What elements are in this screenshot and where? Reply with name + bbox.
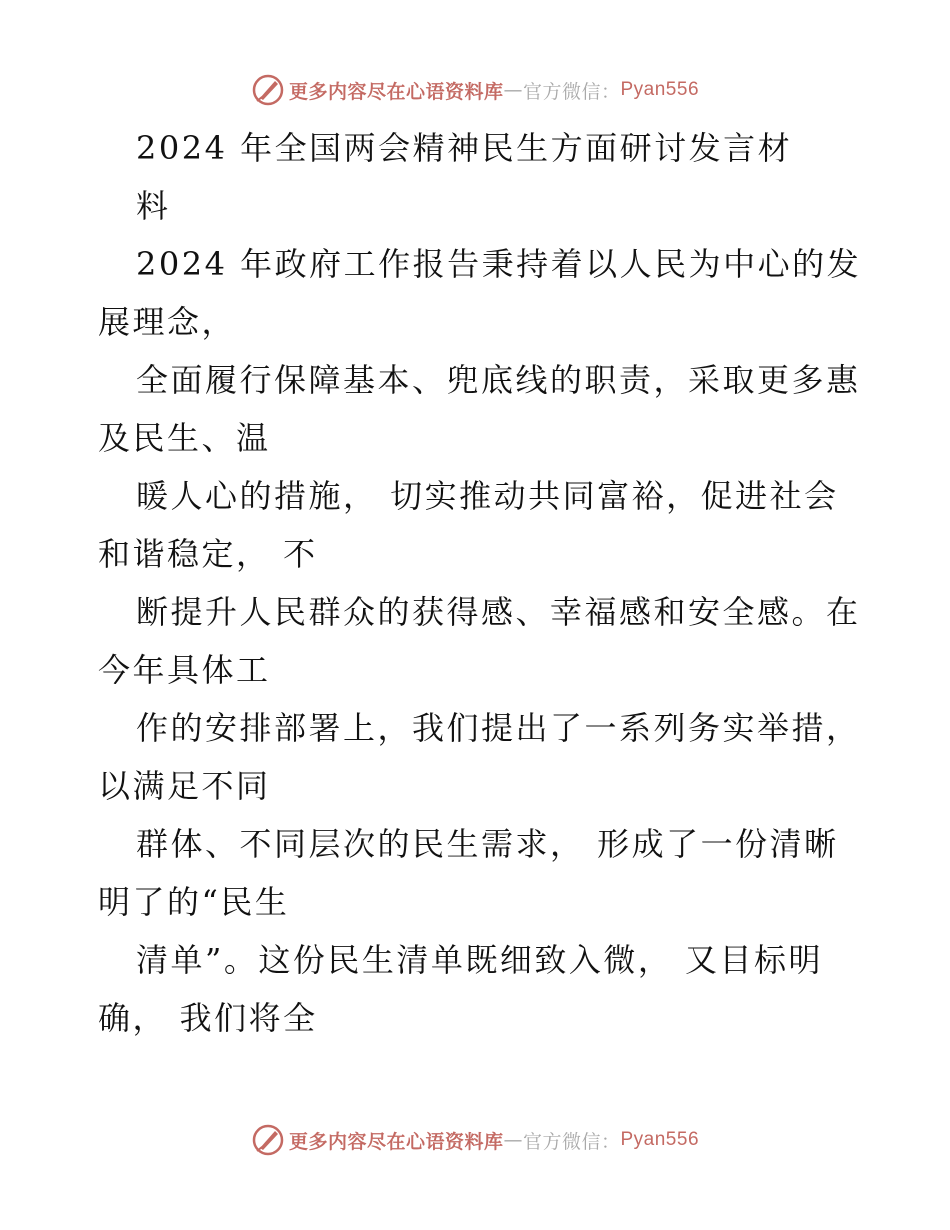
watermark-text: 更多内容尽在心语资料库 (288, 80, 504, 103)
watermark-wechat-label: 官方微信： (522, 1130, 621, 1153)
doc-line: 群体、不同层次的民生需求， 形成了一份清晰 (136, 825, 839, 863)
watermark-wechat-label: 官方微信： (522, 80, 621, 103)
doc-line: 确， 我们将全 (98, 999, 318, 1037)
doc-line: 明了的“民生 (98, 883, 290, 921)
doc-line: 及民生、温 (98, 419, 271, 457)
doc-line: 2024 年政府工作报告秉持着以人民为中心的发 (136, 245, 862, 283)
quill-logo-icon (251, 1123, 285, 1157)
doc-line: 以满足不同 (98, 767, 271, 805)
doc-line: 今年具体工 (98, 651, 271, 689)
footer-watermark (0, 1120, 950, 1160)
doc-line: 和谐稳定， 不 (98, 535, 318, 573)
doc-title-line-2: 料 (136, 187, 171, 225)
watermark-wechat-id: Pyan556 (620, 79, 700, 100)
doc-title-line-1: 2024 年全国两会精神民生方面研讨发言材 (136, 129, 793, 167)
doc-line: 展理念， (98, 303, 237, 341)
doc-line: 清单”。这份民生清单既细致入微， 又目标明 (136, 941, 824, 979)
doc-line: 暖人心的措施， 切实推动共同富裕，促进社会 (136, 477, 839, 515)
watermark-dash: — (503, 1129, 523, 1151)
watermark-dash: — (503, 79, 523, 101)
watermark-wechat-id: Pyan556 (620, 1129, 700, 1150)
doc-line: 断提升人民群众的获得感、幸福感和安全感。在 (136, 593, 861, 631)
doc-line: 全面履行保障基本、兜底线的职责，采取更多惠 (136, 361, 861, 399)
watermark-text: 更多内容尽在心语资料库 (288, 1130, 504, 1153)
doc-line: 作的安排部署上，我们提出了一系列务实举措， (136, 709, 861, 747)
